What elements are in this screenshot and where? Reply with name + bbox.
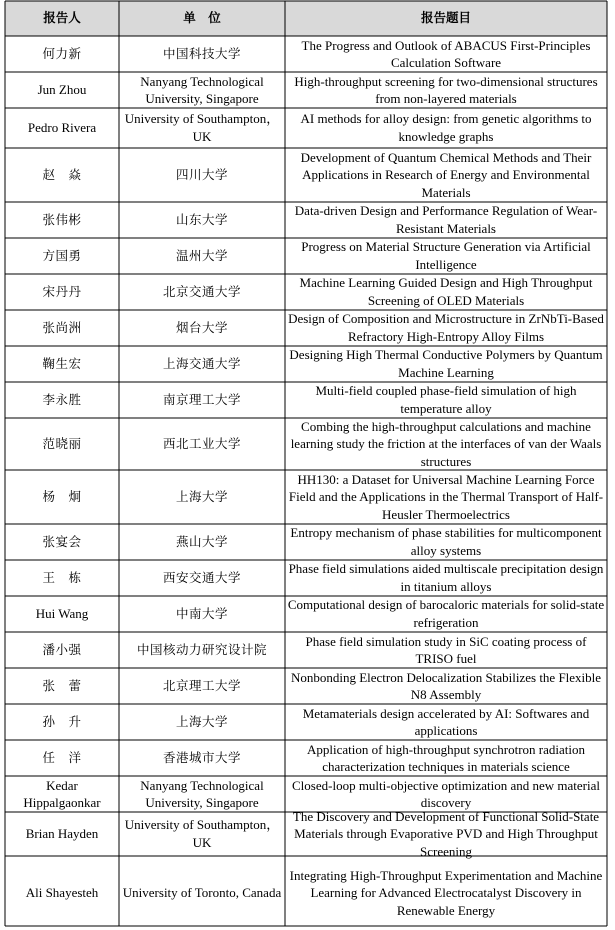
speaker-name: Ali Shayesteh bbox=[25, 885, 99, 901]
speaker-name: 李永胜 bbox=[42, 392, 82, 408]
table-row bbox=[0, 148, 615, 202]
speaker-name: 张尚洲 bbox=[42, 320, 82, 336]
table-row bbox=[0, 524, 615, 560]
speaker-unit: Nanyang Technological University, Singapore bbox=[140, 73, 264, 106]
speaker-unit: 烟台大学 bbox=[175, 320, 228, 336]
table-row bbox=[0, 596, 615, 632]
speaker-unit: 燕山大学 bbox=[175, 534, 228, 550]
table-row bbox=[0, 808, 615, 859]
speaker-name: 方国勇 bbox=[42, 248, 82, 264]
speaker-name: 杨 炯 bbox=[42, 489, 82, 505]
header-title: 报告题目 bbox=[420, 10, 471, 26]
table-row bbox=[0, 560, 615, 596]
speaker-unit: 南京理工大学 bbox=[162, 392, 241, 408]
speaker-name: 张宴会 bbox=[42, 534, 82, 550]
speaker-name: 潘小强 bbox=[42, 642, 82, 658]
table-row bbox=[0, 346, 615, 382]
talk-title: The Discovery and Development of Functional Solid-State Materials through Evaporative PVD and High Throughput Screening bbox=[292, 808, 600, 859]
table-row bbox=[0, 108, 615, 148]
table-row bbox=[0, 740, 615, 776]
speaker-name: 鞠生宏 bbox=[42, 356, 82, 372]
speaker-unit: 上海大学 bbox=[175, 489, 228, 505]
speaker-unit: 温州大学 bbox=[175, 248, 228, 264]
speaker-name: 张伟彬 bbox=[42, 212, 82, 228]
talk-title: Multi-field coupled phase-field simulation of high temperature alloy bbox=[315, 383, 577, 416]
speaker-name: 王 栋 bbox=[42, 570, 82, 586]
speaker-name: 赵 焱 bbox=[42, 167, 82, 183]
talk-title: Application of high-throughput synchrotron radiation characterization techniques in materials science bbox=[306, 741, 585, 774]
table-row bbox=[0, 310, 615, 346]
table-row bbox=[0, 202, 615, 238]
table-row bbox=[0, 704, 615, 740]
talk-title: AI methods for alloy design: from genetic algorithms to knowledge graphs bbox=[300, 111, 592, 144]
speaker-unit: 西北工业大学 bbox=[162, 436, 241, 452]
speaker-unit: 北京理工大学 bbox=[162, 678, 241, 694]
speaker-name: Kedar Hippalgaonkar bbox=[23, 777, 101, 810]
table-row bbox=[0, 418, 615, 470]
speaker-unit: 山东大学 bbox=[175, 212, 228, 228]
speaker-unit: University of Southampton，UK bbox=[124, 111, 280, 144]
talk-title: Development of Quantum Chemical Methods and Their Applications in Research of Energy and Environmental Materials bbox=[300, 149, 592, 200]
speaker-unit: 中南大学 bbox=[175, 606, 228, 622]
header-unit: 单 位 bbox=[183, 10, 221, 26]
table-row bbox=[0, 632, 615, 668]
talk-title: Metamaterials design accelerated by AI: Softwares and applications bbox=[302, 705, 590, 738]
speaker-name: Hui Wang bbox=[35, 606, 89, 622]
table-row bbox=[0, 72, 615, 108]
speaker-unit: 西安交通大学 bbox=[162, 570, 241, 586]
speaker-name: 张 蕾 bbox=[42, 678, 82, 694]
speaker-name: Pedro Rivera bbox=[27, 120, 97, 136]
speaker-unit: 上海交通大学 bbox=[162, 356, 241, 372]
speaker-unit: University of Southampton，UK bbox=[124, 817, 280, 850]
speaker-unit: University of Toronto, Canada bbox=[122, 885, 282, 901]
speaker-unit: 香港城市大学 bbox=[162, 750, 241, 766]
talk-title: Combing the high-throughput calculations and machine learning study the friction at the interfaces of van der Waals structures bbox=[290, 418, 602, 469]
talk-title: Integrating High-Throughput Experimentation and Machine Learning for Advanced Electrocatalyst Discovery in Renewable Energy bbox=[289, 867, 603, 918]
table-row bbox=[0, 238, 615, 274]
speaker-name: Brian Hayden bbox=[25, 826, 99, 842]
speaker-unit: 四川大学 bbox=[175, 167, 228, 183]
talk-title: Nonbonding Electron Delocalization Stabilizes the Flexible N8 Assembly bbox=[290, 669, 602, 702]
talk-title: HH130: a Dataset for Universal Machine Learning Force Field and the Applications in the Thermal Transport of Half-Heusler Thermoelectrics bbox=[288, 471, 604, 522]
table-row bbox=[0, 470, 615, 524]
speaker-name: 范晓丽 bbox=[42, 436, 82, 452]
table-row bbox=[0, 856, 615, 930]
table-row bbox=[0, 382, 615, 418]
talk-title: The Progress and Outlook of ABACUS First-Principles Calculation Software bbox=[301, 37, 591, 70]
header-speaker: 报告人 bbox=[43, 10, 81, 26]
speaker-unit: 中国核动力研究设计院 bbox=[136, 642, 267, 658]
table-row bbox=[0, 668, 615, 704]
talk-title: Machine Learning Guided Design and High Throughput Screening of OLED Materials bbox=[299, 275, 593, 308]
speaker-name: 孙 升 bbox=[42, 714, 82, 730]
talk-title: Progress on Material Structure Generation via Artificial Intelligence bbox=[301, 239, 591, 272]
talk-title: Closed-loop multi-objective optimization and new material discovery bbox=[292, 777, 600, 810]
speaker-unit: 中国科技大学 bbox=[162, 46, 241, 62]
talk-title: Entropy mechanism of phase stabilities for multicomponent alloy systems bbox=[290, 525, 602, 558]
speaker-name: 何力新 bbox=[42, 46, 82, 62]
speaker-name: 宋丹丹 bbox=[42, 284, 82, 300]
speaker-name: 任 洋 bbox=[42, 750, 82, 766]
talk-title: Phase field simulation study in SiC coating process of TRISO fuel bbox=[305, 633, 587, 666]
talk-title: Computational design of barocaloric materials for solid-state refrigeration bbox=[287, 597, 605, 630]
speaker-unit: 上海大学 bbox=[175, 714, 228, 730]
talk-title: Phase field simulations aided multiscale precipitation design in titanium alloys bbox=[288, 561, 604, 594]
speaker-unit: 北京交通大学 bbox=[162, 284, 241, 300]
table-row bbox=[0, 274, 615, 310]
speaker-name: Jun Zhou bbox=[37, 82, 87, 98]
table-row bbox=[0, 776, 615, 812]
speaker-unit: Nanyang Technological University, Singapore bbox=[140, 777, 264, 810]
table-header bbox=[0, 0, 615, 36]
talk-title: Design of Composition and Microstructure in ZrNbTi-Based Refractory High-Entropy Alloy Films bbox=[288, 311, 604, 344]
talk-title: Data-driven Design and Performance Regulation of Wear-Resistant Materials bbox=[294, 203, 598, 236]
talk-title: High-throughput screening for two-dimensional structures from non-layered materials bbox=[294, 73, 598, 106]
talk-title: Designing High Thermal Conductive Polymers by Quantum Machine Learning bbox=[289, 347, 603, 380]
table-row bbox=[0, 36, 615, 72]
